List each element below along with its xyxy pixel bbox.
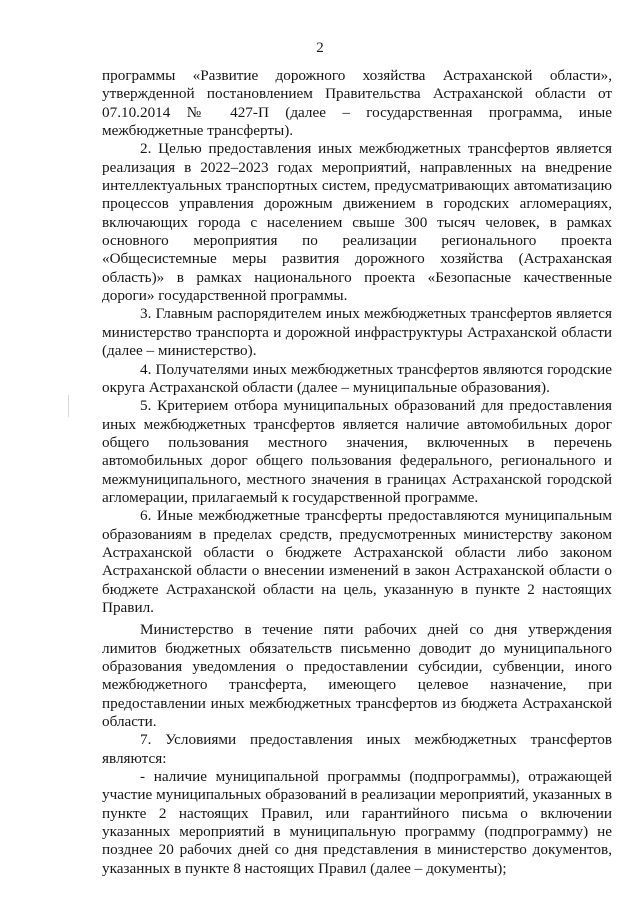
paragraph-4-recipients: 4. Получателями иных межбюджетных трансфертов являются городские округа Астраханской области (далее – муниципальные образования).	[102, 360, 612, 396]
paragraph-2-purpose: 2. Целью предоставления иных межбюджетных трансфертов является реализация в 2022–2023 годах мероприятий, направленных на внедрение интеллектуальных транспортных систем, предусматривающих автоматизацию процессов управления дорожным движением в городских агломерациях, включающих города с населением свыше 300 тысяч человек, в рамках основного мероприятия по реализации регионального проекта «Общесистемные меры развития дорожного хозяйства (Астраханская область)» в рамках национального проекта «Безопасные качественные дороги» государственной программы.	[102, 140, 612, 305]
paragraph-program-reference: программы «Развитие дорожного хозяйства Астраханской области», утвержденной постановлением Правительства Астраханской области от 07.10.2014 № 427-П (далее – государственная программа, иные межбюджетные трансферты).	[102, 67, 612, 140]
document-body	[102, 67, 612, 878]
paragraph-condition-municipal-program: - наличие муниципальной программы (подпрограммы), отражающей участие муниципальных образований в реализации мероприятий, указанных в пункте 2 настоящих Правил, или гарантийного письма о включении указанных мероприятий в муниципальную программу (подпрограмму) не позднее 20 рабочих дней со дня представления в министерство документов, указанных в пункте 8 настоящих Правил (далее – документы);	[102, 768, 612, 877]
paragraph-6-provision: 6. Иные межбюджетные трансферты предоставляются муниципальным образованиям в пределах средств, предусмотренных министерству законом Астраханской области о бюджете Астраханской области либо законом Астраханской области о внесении изменений в закон Астраханской области о бюджете Астраханской области на цель, указанную в пункте 2 настоящих Правил.	[102, 507, 612, 616]
paragraph-3-main-manager: 3. Главным распорядителем иных межбюджетных трансфертов является министерство транспорта и дорожной инфраструктуры Астраханской области (далее – министерство).	[102, 305, 612, 360]
page-number: 2	[316, 40, 324, 56]
scan-artifact	[68, 395, 69, 417]
paragraph-ministry-notification: Министерство в течение пяти рабочих дней со дня утверждения лимитов бюджетных обязательств письменно доводит до муниципального образования уведомления о предоставлении субсидии, субвенции, иного межбюджетного трансферта, имеющего целевое назначение, при предоставлении иных межбюджетных трансфертов из бюджета Астраханской области.	[102, 621, 612, 731]
paragraph-7-conditions: 7. Условиями предоставления иных межбюджетных трансфертов являются:	[102, 731, 612, 767]
paragraph-5-selection-criterion: 5. Критерием отбора муниципальных образований для предоставления иных межбюджетных трансфертов является наличие автомобильных дорог общего пользования местного значения, включенных в перечень автомобильных дорог общего пользования федерального, регионального и межмуниципального, местного значения в границах Астраханской городской агломерации, прилагаемый к государственной программе.	[102, 397, 612, 506]
